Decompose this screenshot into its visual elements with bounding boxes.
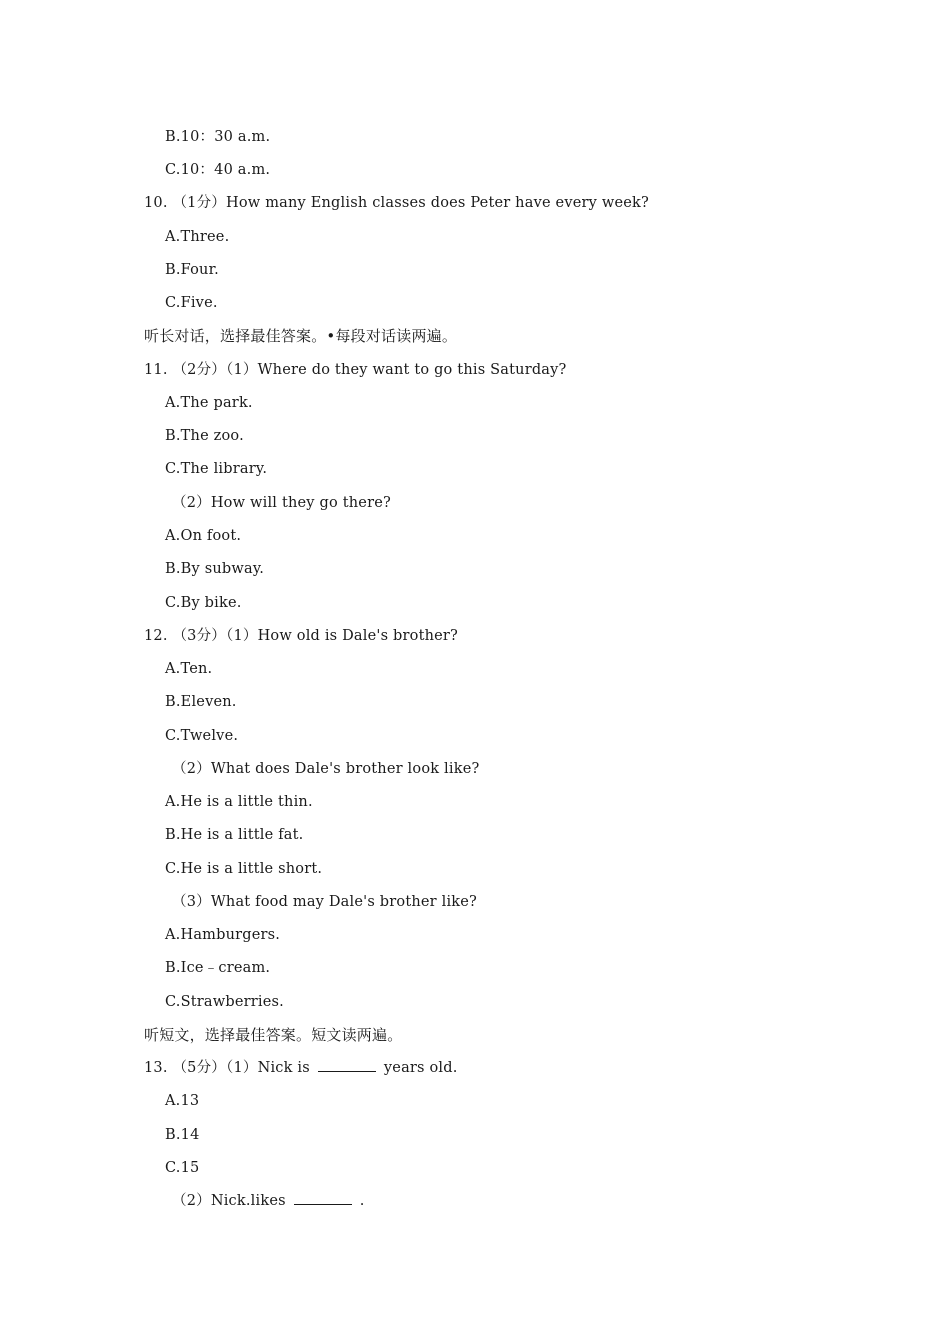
answer-blank [318, 1058, 376, 1072]
option-c-q10: C.Five. [165, 295, 218, 311]
question-10: 10. （1分）How many English classes does Peter have every week? [144, 195, 649, 211]
option-b-q12-1: B.Eleven. [165, 694, 237, 710]
question-12: 12. （3分）（1）How old is Dale's brother? [144, 628, 459, 644]
question-13-tail: years old. [383, 1060, 458, 1076]
subquestion-12-3: （3）What food may Dale's brother like? [172, 894, 478, 910]
question-13-text: 13. （5分）（1）Nick is [144, 1060, 310, 1076]
option-a-q10: A.Three. [165, 229, 230, 245]
section-heading-passage: 听短文，选择最佳答案。短文读两遍。 [144, 1026, 403, 1044]
question-11: 11. （2分）（1）Where do they want to go this Saturday? [144, 362, 567, 378]
subquestion-13-2 [172, 1191, 365, 1211]
option-a-q13-1: A.13 [165, 1093, 200, 1109]
option-b-q9: B.10：30 a.m. [165, 129, 271, 145]
option-a-q11-2: A.On foot. [165, 528, 242, 544]
option-c-q12-1: C.Twelve. [165, 728, 239, 744]
question-13 [144, 1058, 458, 1078]
option-b-q12-2: B.He is a little fat. [165, 827, 304, 843]
answer-blank [294, 1191, 352, 1205]
option-a-q12-3: A.Hamburgers. [165, 927, 281, 943]
option-b-q12-3: B.Ice﹣cream. [165, 960, 271, 976]
option-c-q11-2: C.By bike. [165, 595, 242, 611]
option-c-q13-1: C.15 [165, 1160, 200, 1176]
option-b-q13-1: B.14 [165, 1127, 200, 1143]
option-a-q12-1: A.Ten. [165, 661, 213, 677]
subquestion-12-2: （2）What does Dale's brother look like? [172, 761, 480, 777]
option-c-q11-1: C.The library. [165, 461, 268, 477]
option-a-q11-1: A.The park. [165, 395, 253, 411]
option-b-q11-1: B.The zoo. [165, 428, 244, 444]
subquestion-11-2: （2）How will they go there? [172, 495, 391, 511]
subquestion-13-2-text: （2）Nick.likes [172, 1193, 286, 1209]
subquestion-13-2-tail: . [359, 1193, 365, 1209]
option-c-q9: C.10：40 a.m. [165, 162, 271, 178]
option-b-q11-2: B.By subway. [165, 561, 265, 577]
option-b-q10: B.Four. [165, 262, 219, 278]
option-c-q12-2: C.He is a little short. [165, 861, 323, 877]
option-a-q12-2: A.He is a little thin. [165, 794, 313, 810]
option-c-q12-3: C.Strawberries. [165, 994, 284, 1010]
section-heading-long-dialogue: 听长对话，选择最佳答案。•每段对话读两遍。 [144, 327, 458, 345]
